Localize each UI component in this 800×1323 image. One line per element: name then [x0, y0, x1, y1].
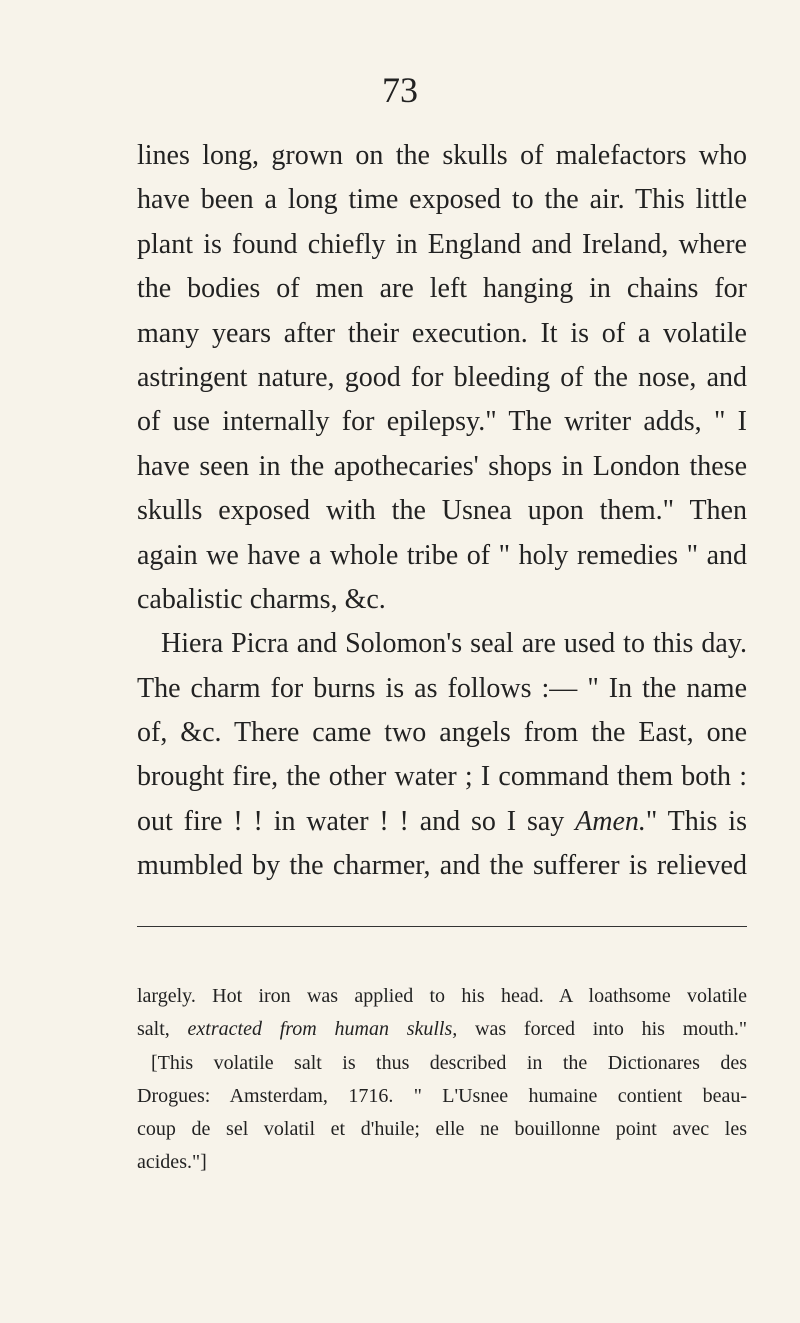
text-line: cabalistic charms, &c.: [137, 583, 386, 615]
text-line: the bodies of men are left hanging in chains for: [137, 273, 747, 305]
text-line: have been a long time exposed to the air. This little: [137, 184, 747, 216]
text-line: brought fire, the other water ; I command them both :: [137, 761, 747, 793]
text-fragment: salt,: [137, 1018, 188, 1041]
footnote-line: largely. Hot iron was applied to his head. A loathsome volatile: [137, 985, 747, 1007]
italic-amen: Amen.: [575, 805, 646, 837]
text-line: of use internally for epilepsy." The writer adds, " I: [137, 406, 747, 438]
text-line: mumbled by the charmer, and the sufferer is relieved: [137, 850, 747, 882]
footnote-line: acides."]: [137, 1151, 207, 1174]
paragraph-start-line: Hiera Picra and Solomon's seal are used to this day.: [161, 628, 747, 660]
text-line: lines long, grown on the skulls of malefactors who: [137, 140, 747, 171]
footnote-separator: [137, 926, 747, 927]
text-line: of, &c. There came two angels from the East, one: [137, 717, 747, 749]
footnote-line: coup de sel volatil et d'huile; elle ne bouillonne point avec les: [137, 1118, 747, 1141]
text-line: have seen in the apothecaries' shops in London these: [137, 450, 747, 482]
text-line: plant is found chiefly in England and Ireland, where: [137, 228, 747, 260]
italic-phrase: extracted from human skulls,: [187, 1018, 458, 1041]
text-line: skulls exposed with the Usnea upon them." Then: [137, 495, 747, 527]
text-fragment: out fire ! ! in water ! ! and so I say: [137, 805, 576, 837]
text-line: again we have a whole tribe of " holy remedies " and: [137, 539, 747, 571]
footnote-line: Drogues: Amsterdam, 1716. " L'Usnee humaine contient beau-: [137, 1084, 747, 1107]
text-fragment: was forced into his mouth.": [457, 1018, 747, 1041]
footnote-line: [137, 1013, 747, 1046]
text-line: The charm for burns is as follows :— " In the name: [137, 672, 747, 704]
footnote: [137, 980, 747, 1180]
page-number: 73: [382, 70, 418, 110]
text-line: [137, 800, 747, 844]
text-line: many years after their execution. It is of a volatile: [137, 317, 747, 349]
main-text: [137, 134, 747, 889]
text-line: astringent nature, good for bleeding of the nose, and: [137, 361, 747, 393]
text-fragment: " This is: [645, 805, 747, 837]
footnote-line: [This volatile salt is thus described in the Dictionares des: [151, 1051, 747, 1074]
